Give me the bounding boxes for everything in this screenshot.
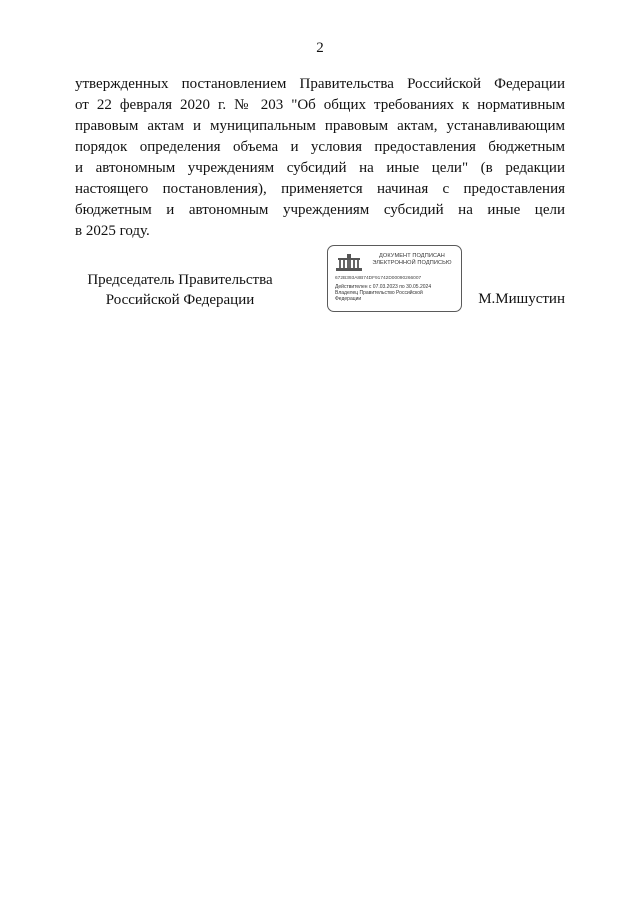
stamp-heading-line: ЭЛЕКТРОННОЙ ПОДПИСЬЮ [372, 260, 452, 266]
stamp-heading [366, 253, 458, 267]
body-line: от 22 февраля 2020 г. № 203 "Об общих требованиях к нормативным [75, 97, 565, 113]
government-building-icon [335, 252, 363, 272]
signatory-title-line: Председатель Правительства [87, 272, 273, 288]
body-line: в 2025 году. [75, 223, 150, 239]
page-number: 2 [316, 40, 324, 56]
certificate-validity: Действителен с 07.03.2023 по 30.05.2024 [335, 284, 432, 290]
body-line: правовым актам и муниципальным правовым актам, устанавливающим [75, 118, 565, 134]
certificate-owner: Владелец Правительство Российской [335, 290, 423, 297]
signer-name: М.Мишустин [478, 291, 565, 307]
body-paragraph [75, 74, 565, 242]
body-line: бюджетным и автономным учреждениям субсидий на иные цели [75, 202, 565, 218]
electronic-signature-stamp [327, 245, 462, 312]
certificate-owner: Федерации [335, 296, 362, 303]
body-line: и автономным учреждениям субсидий на иные цели" (в редакции [75, 160, 565, 176]
signatory-title-line: Российской Федерации [105, 292, 255, 308]
signatory-title [75, 270, 285, 310]
body-line: настоящего постановления), применяется начиная с предоставления [75, 181, 565, 197]
stamp-heading-line: ДОКУМЕНТ ПОДПИСАН [379, 253, 445, 259]
certificate-details [335, 284, 459, 303]
certificate-serial: 672B393A8B74DF91742D00090266007 [335, 276, 422, 281]
body-line: порядок определения объема и условия предоставления бюджетным [75, 139, 565, 155]
body-line: утвержденных постановлением Правительства Российской Федерации [75, 76, 565, 92]
